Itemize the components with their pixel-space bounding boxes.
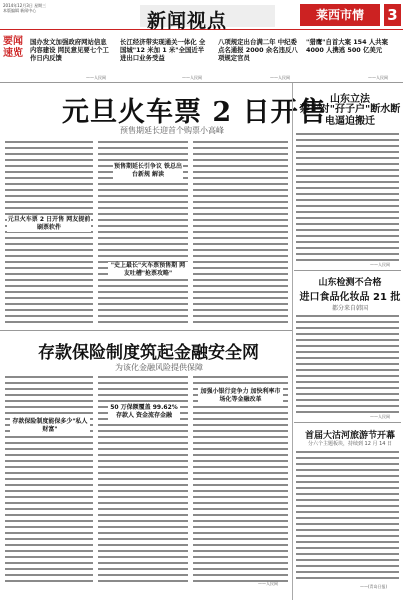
lead-subheadline: 预售期延长迎首个购票小高峰 — [120, 126, 224, 135]
right-story3-body — [296, 450, 399, 580]
right-story1-kicker: 山东立法 — [330, 94, 370, 105]
masthead — [0, 0, 403, 30]
brief-item-2[interactable]: 长江经济带实现通关一体化 全国城"12 米加 1 米"全国近半进出口业务受益 — [120, 38, 206, 62]
editor-line: 本版编辑 新闻中心 — [3, 8, 37, 13]
right-story3-sub: 分六个主题板块，持续到 12 月 14 日 — [307, 441, 393, 447]
right-story1-body — [296, 132, 399, 262]
lead-box-1: 元旦火车票 2 日开售 网友提前刷票软件 — [7, 216, 91, 231]
mid-headline[interactable]: 存款保险制度筑起金融安全网 — [38, 343, 259, 363]
brief-src-4: ——人民网 — [368, 75, 388, 80]
date-line: 2014年12月3日 星期三 — [3, 3, 47, 8]
lead-body-col-3 — [193, 140, 288, 325]
mid-subheadline: 为该化金融风险提供保障 — [115, 363, 203, 372]
right-story3-headline[interactable]: 首届大沽河旅游节开幕 — [304, 431, 395, 441]
brief-src-2: ——人民网 — [182, 75, 202, 80]
right-story2-kicker: 山东检测不合格 — [318, 278, 382, 288]
right-story3-src: ——(青岛日报) — [360, 584, 388, 589]
mid-body-col-1 — [5, 375, 93, 585]
right-story1-headline[interactable]: 禁止对"孖子户"断水断电逼迫搬迁 — [299, 104, 401, 127]
lead-headline[interactable]: 元旦火车票 2 日开售 — [62, 97, 327, 128]
brief-src-3: ——人民网 — [270, 75, 290, 80]
masthead-date — [3, 3, 63, 13]
brand-label: 莱西市情 — [300, 4, 380, 26]
mid-src: ——人民网 — [258, 581, 278, 586]
mid-box-1: 存款保险制度能保多少"私人财富" — [10, 418, 90, 434]
lead-box-2: 预售期延长引争议 铁总出台新规 解读 — [113, 163, 183, 178]
right-story2-src: ——人民网 — [370, 414, 390, 419]
right-divider-1 — [294, 270, 401, 271]
brief-item-1[interactable]: 国办发文加强政府网站信息内容建设 网民意见要七个工作日内反馈 — [30, 38, 109, 62]
lead-body-col-1 — [5, 140, 93, 325]
brief-item-4[interactable]: "猎鹰"自首大案 154 人共案 4000 人携逃 500 亿美元 — [306, 38, 388, 54]
right-story2-sub: 都分来自韩国 — [331, 305, 368, 312]
brief-label: 要闻速览 — [3, 36, 23, 59]
right-story2-headline[interactable]: 进口食品化妆品 21 批 — [299, 292, 401, 303]
lead-box-3: "史上最长"火车票预售期 网友吐槽"抢票攻略" — [108, 262, 188, 278]
mid-box-3: 加强小银行竞争力 加快利率市场化等金融改革 — [198, 388, 283, 404]
right-story2-body — [296, 314, 399, 414]
mid-box-2: 50 万保额覆盖 99.62%存款人 资金流存金融 — [108, 404, 180, 420]
mid-body-col-3 — [193, 375, 288, 585]
brief-src-1: ——人民网 — [86, 75, 106, 80]
page-number: 3 — [384, 4, 401, 26]
right-divider-2 — [294, 422, 401, 423]
section-divider — [0, 330, 292, 331]
section-title: 新闻视点 — [147, 10, 228, 32]
brief-item-3[interactable]: 八项规定出台满二年 中纪委点名通报 2000 余名违反八项规定官员 — [218, 38, 298, 62]
right-story1-src: ——人民网 — [370, 262, 390, 267]
